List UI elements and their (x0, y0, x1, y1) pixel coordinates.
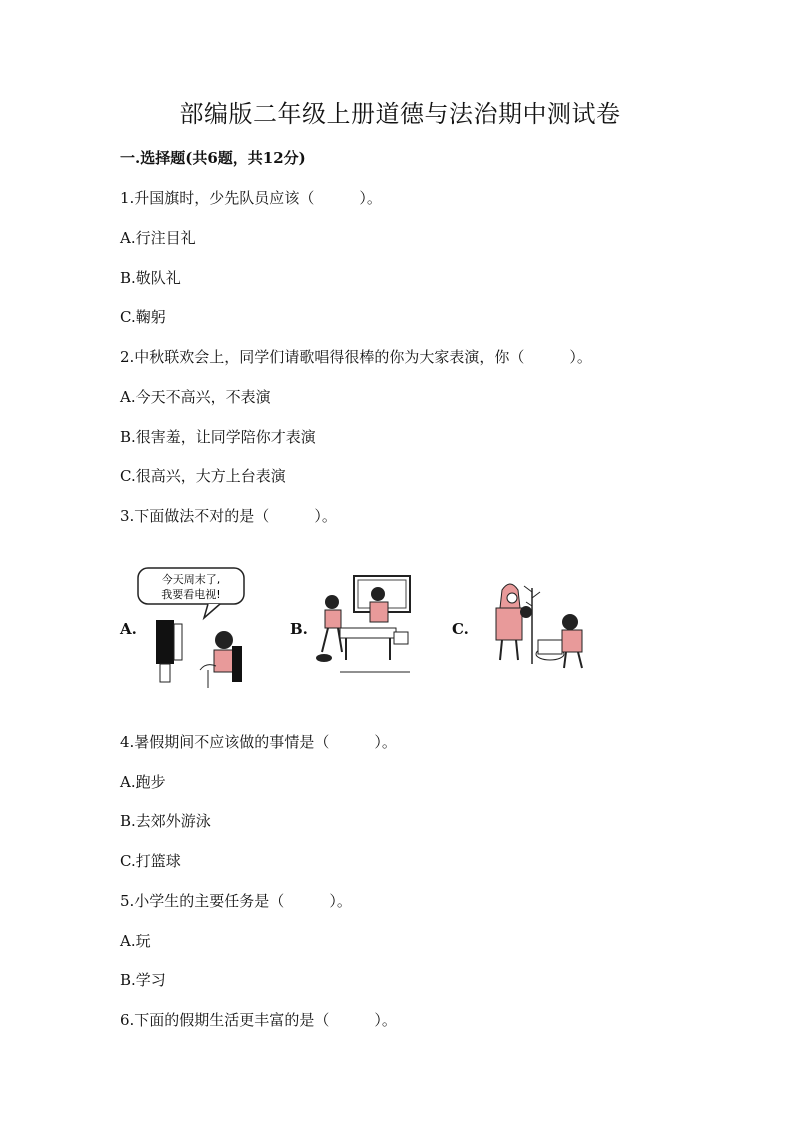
figure-label-c: C. (452, 620, 469, 638)
question-1: 1.升国旗时，少先队员应该（ ）。 (120, 189, 382, 207)
page-title: 部编版二年级上册道德与法治期中测试卷 (179, 100, 621, 128)
question-3: 3.下面做法不对的是（ ）。 (120, 507, 337, 525)
question-4-option-a: A.跑步 (120, 773, 166, 791)
tv-watching-illustration (138, 566, 248, 691)
question-2-option-c: C.很高兴，大方上台表演 (120, 467, 286, 485)
section-heading: 一.选择题(共6题，共12分) (120, 149, 306, 167)
question-1-option-c: C.鞠躬 (120, 308, 166, 326)
question-2-option-a: A.今天不高兴，不表演 (120, 388, 271, 406)
question-4-option-b: B.去郊外游泳 (120, 812, 211, 830)
figure-label-b: B. (290, 620, 308, 638)
question-4: 4.暑假期间不应该做的事情是（ ）。 (120, 733, 397, 751)
question-6: 6.下面的假期生活更丰富的是（ ）。 (120, 1011, 397, 1029)
speech-bubble-line-2: 我要看电视! (161, 588, 221, 601)
question-4-option-c: C.打篮球 (120, 852, 181, 870)
cleaning-illustration (310, 572, 415, 682)
question-5-option-b: B.学习 (120, 971, 166, 989)
question-2: 2.中秋联欢会上，同学们请歌唱得很棒的你为大家表演，你（ ）。 (120, 348, 592, 366)
speech-bubble-line-1: 今天周末了, (161, 573, 221, 586)
question-5-option-a: A.玩 (120, 932, 151, 950)
tree-planting-illustration (488, 578, 593, 673)
question-1-option-b: B.敬队礼 (120, 269, 181, 287)
question-1-option-a: A.行注目礼 (120, 229, 196, 247)
figure-label-a: A. (120, 620, 137, 638)
question-5: 5.小学生的主要任务是（ ）。 (120, 892, 352, 910)
question-2-option-b: B.很害羞，让同学陪你才表演 (120, 428, 316, 446)
